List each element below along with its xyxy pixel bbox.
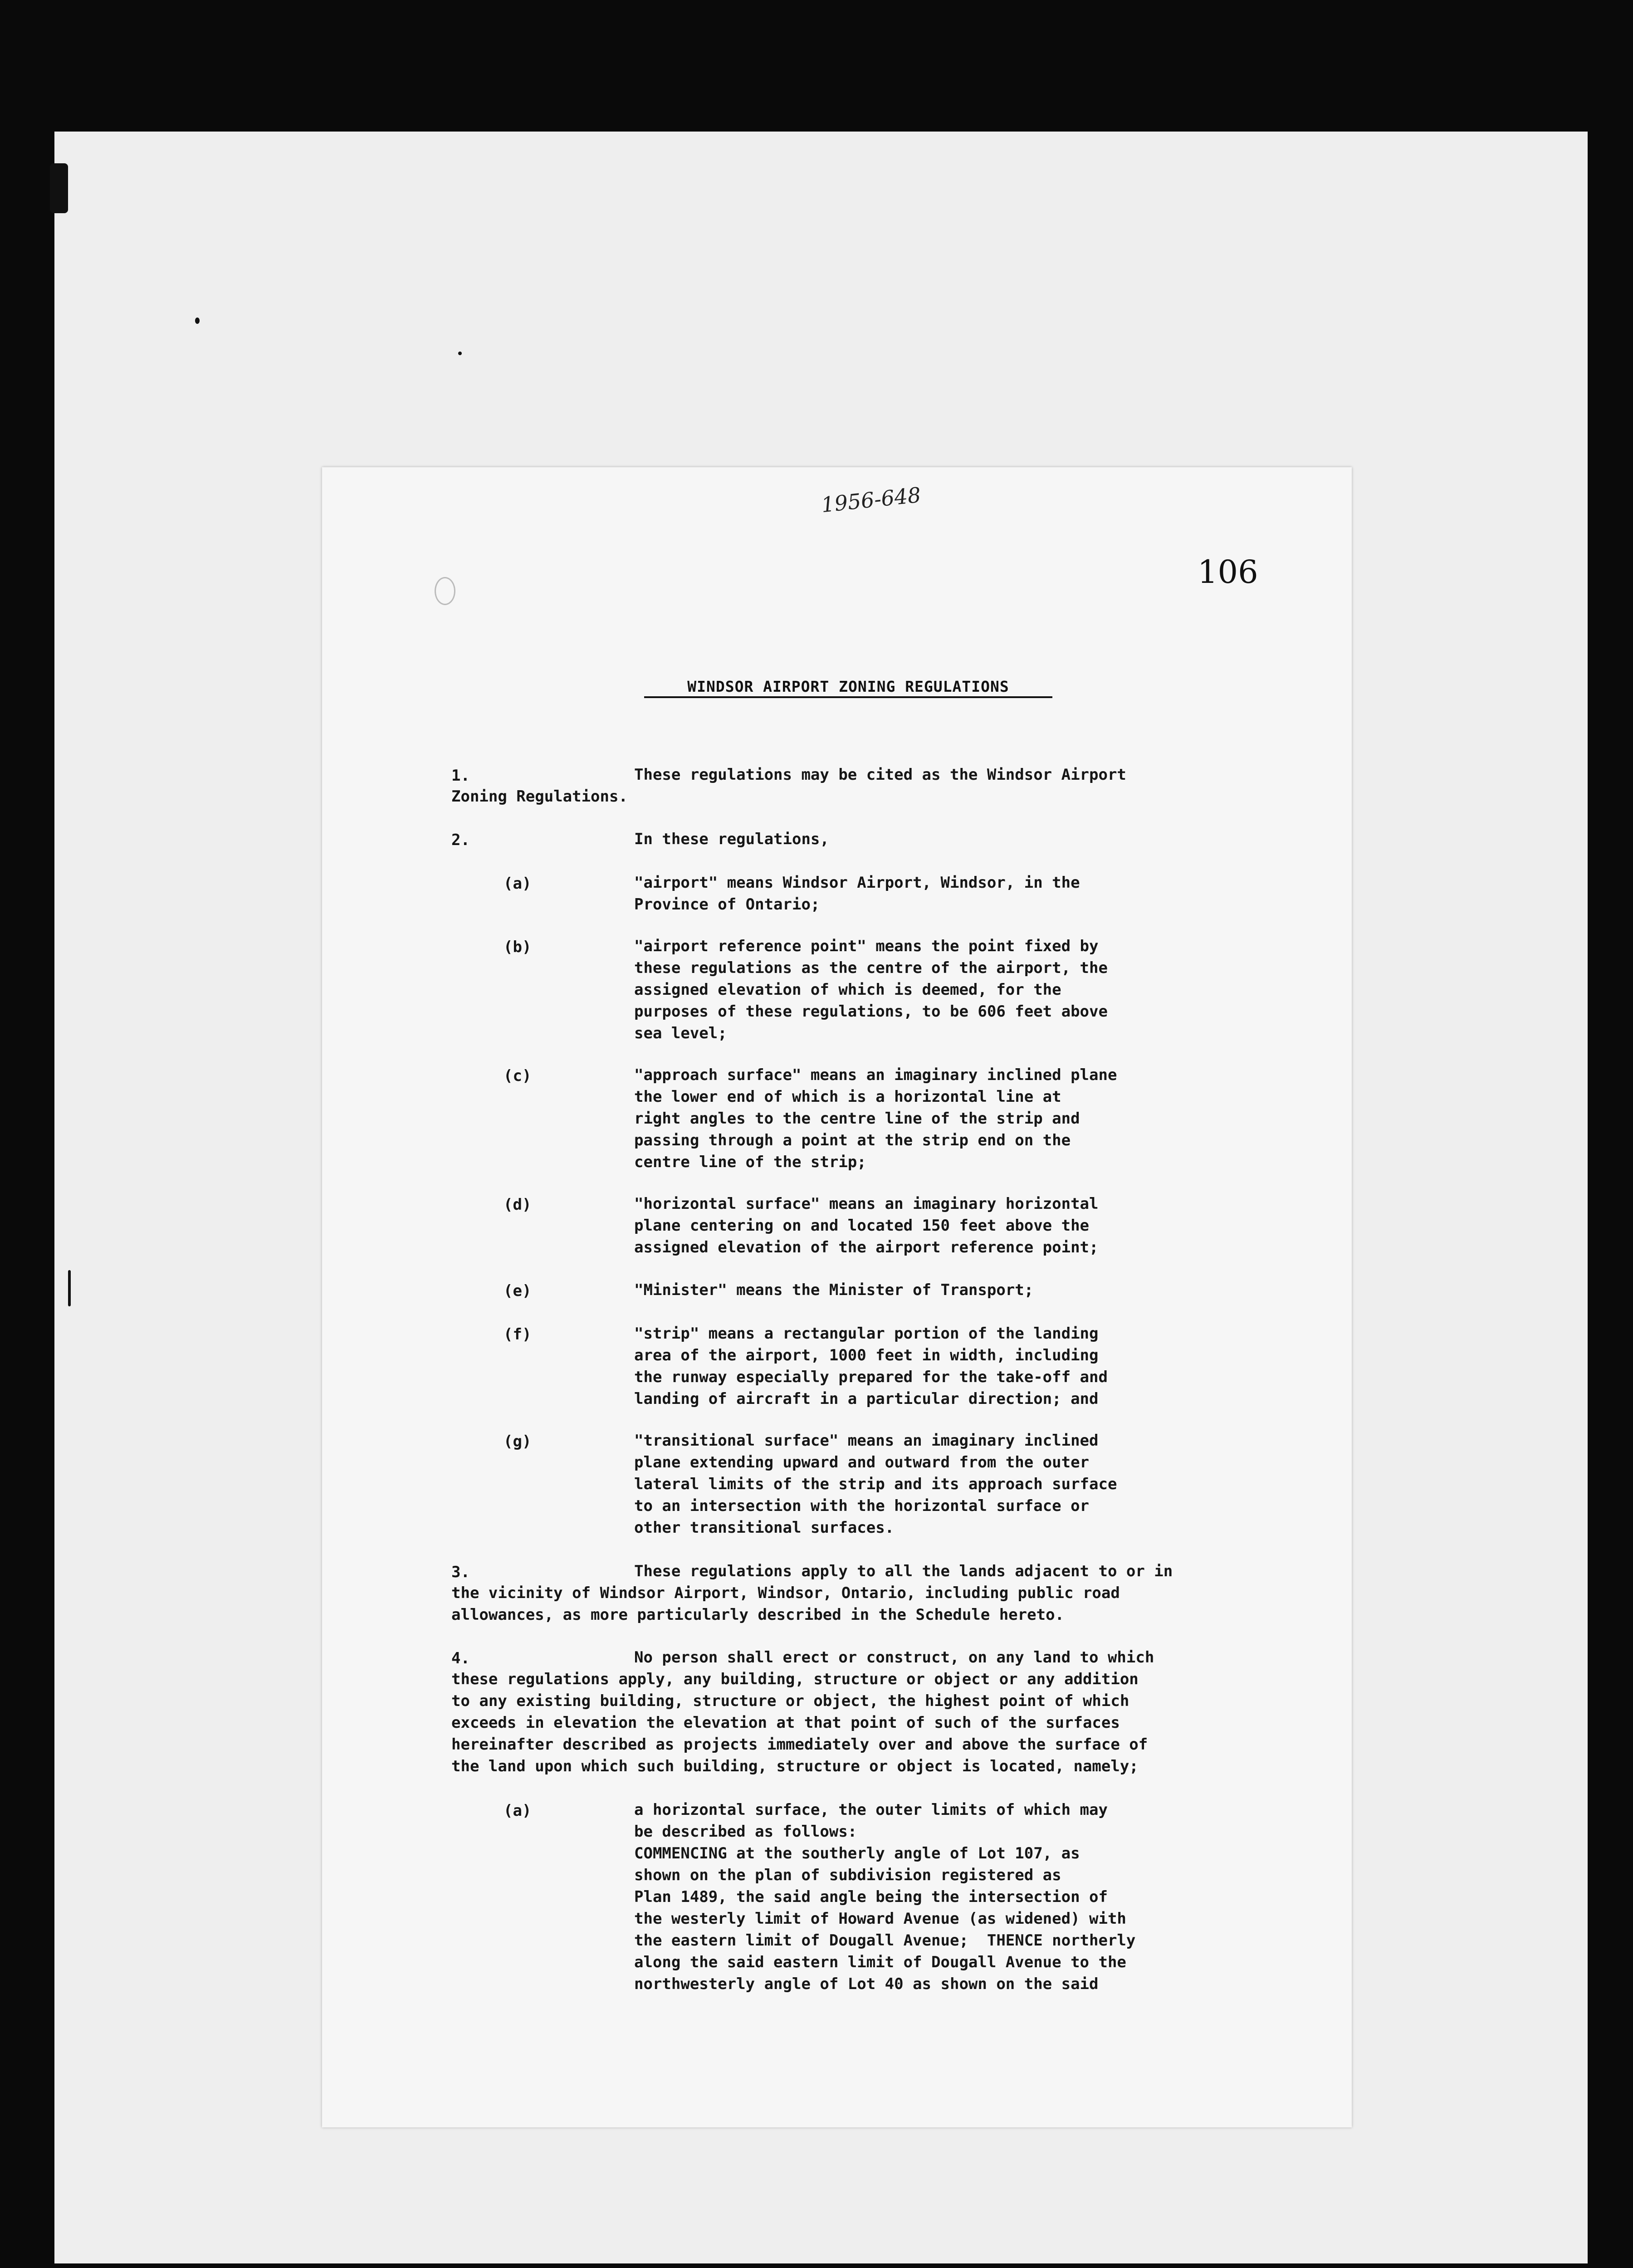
- page-number: 106: [1198, 553, 1258, 591]
- definition-label: (b): [504, 938, 532, 956]
- section-4-line: exceeds in elevation the elevation at that point of such of the surfaces: [451, 1714, 1120, 1732]
- definition-label: (a): [504, 1802, 532, 1820]
- definition-line: assigned elevation of which is deemed, for the: [634, 981, 1061, 999]
- clause-line: COMMENCING at the southerly angle of Lot 107, as: [634, 1844, 1080, 1862]
- section-4-line: these regulations apply, any building, structure or object or any addition: [451, 1670, 1139, 1688]
- definition-label: (a): [504, 875, 532, 893]
- clause-line: shown on the plan of subdivision registered as: [634, 1866, 1061, 1884]
- clause-line: along the said eastern limit of Dougall Avenue to the: [634, 1953, 1126, 1971]
- film-speck: [68, 1270, 71, 1306]
- definition-line: "airport" means Windsor Airport, Windsor, in the: [634, 874, 1080, 892]
- definition-line: plane centering on and located 150 feet above the: [634, 1217, 1090, 1235]
- section-number: 4.: [451, 1649, 470, 1667]
- section-4-line: No person shall erect or construct, on any land to which: [634, 1648, 1154, 1667]
- clause-line: Plan 1489, the said angle being the intersection of: [634, 1888, 1108, 1906]
- film-speck: [195, 318, 200, 324]
- definition-line: area of the airport, 1000 feet in width, including: [634, 1346, 1099, 1364]
- definition-line: passing through a point at the strip end on the: [634, 1131, 1071, 1149]
- film-speck: [458, 352, 462, 355]
- section-4-line: hereinafter described as projects immediately over and above the surface of: [451, 1735, 1148, 1754]
- clause-line: be described as follows:: [634, 1823, 857, 1841]
- punch-hole: [435, 577, 455, 605]
- definition-line: plane extending upward and outward from the outer: [634, 1453, 1090, 1471]
- section-3-line: allowances, as more particularly described in the Schedule hereto.: [451, 1606, 1065, 1624]
- definition-label: (g): [504, 1432, 532, 1451]
- definition-line: sea level;: [634, 1024, 727, 1042]
- definition-line: purposes of these regulations, to be 606 feet above: [634, 1002, 1108, 1021]
- definition-line: these regulations as the centre of the airport, the: [634, 959, 1108, 977]
- definition-line: "horizontal surface" means an imaginary horizontal: [634, 1195, 1099, 1213]
- definition-line: centre line of the strip;: [634, 1153, 866, 1171]
- section-number: 1.: [451, 767, 470, 785]
- definition-line: the lower end of which is a horizontal line at: [634, 1088, 1061, 1106]
- definition-line: "airport reference point" means the point fixed by: [634, 937, 1099, 955]
- document-title: WINDSOR AIRPORT ZONING REGULATIONS: [644, 678, 1052, 698]
- definition-line: "strip" means a rectangular portion of the landing: [634, 1325, 1099, 1343]
- clause-line: a horizontal surface, the outer limits of which may: [634, 1801, 1108, 1819]
- section-2-intro: In these regulations,: [634, 830, 829, 848]
- definition-line: Province of Ontario;: [634, 895, 820, 914]
- definition-line: to an intersection with the horizontal surface or: [634, 1497, 1090, 1515]
- definition-line: landing of aircraft in a particular direction; and: [634, 1390, 1099, 1408]
- definition-line: lateral limits of the strip and its approach surface: [634, 1475, 1117, 1493]
- definition-line: right angles to the centre line of the strip and: [634, 1110, 1080, 1128]
- section-4-line: to any existing building, structure or object, the highest point of which: [451, 1692, 1129, 1710]
- definition-label: (f): [504, 1325, 532, 1344]
- section-3-line: the vicinity of Windsor Airport, Windsor, Ontario, including public road: [451, 1584, 1120, 1602]
- definition-line: the runway especially prepared for the take-off and: [634, 1368, 1108, 1386]
- section-4-line: the land upon which such building, structure or object is located, namely;: [451, 1757, 1139, 1775]
- handwritten-reference: 1956-648: [820, 482, 922, 518]
- film-edge-tab: [50, 163, 68, 213]
- definition-label: (c): [504, 1067, 532, 1085]
- clause-line: the eastern limit of Dougall Avenue; THENCE northerly: [634, 1931, 1136, 1950]
- section-number: 2.: [451, 831, 470, 849]
- definition-line: "approach surface" means an imaginary inclined plane: [634, 1066, 1117, 1084]
- section-3-line: These regulations apply to all the lands adjacent to or in: [634, 1562, 1173, 1580]
- definition-label: (d): [504, 1196, 532, 1214]
- clause-line: northwesterly angle of Lot 40 as shown on the said: [634, 1975, 1099, 1993]
- definition-label: (e): [504, 1282, 532, 1300]
- definition-line: "Minister" means the Minister of Transport;: [634, 1281, 1034, 1299]
- section-1-line: These regulations may be cited as the Windsor Airport: [634, 766, 1126, 784]
- definition-line: other transitional surfaces.: [634, 1519, 895, 1537]
- clause-line: the westerly limit of Howard Avenue (as widened) with: [634, 1910, 1126, 1928]
- definition-line: assigned elevation of the airport reference point;: [634, 1238, 1099, 1256]
- section-number: 3.: [451, 1563, 470, 1581]
- definition-line: "transitional surface" means an imaginary inclined: [634, 1432, 1099, 1450]
- section-1-line: Zoning Regulations.: [451, 787, 628, 806]
